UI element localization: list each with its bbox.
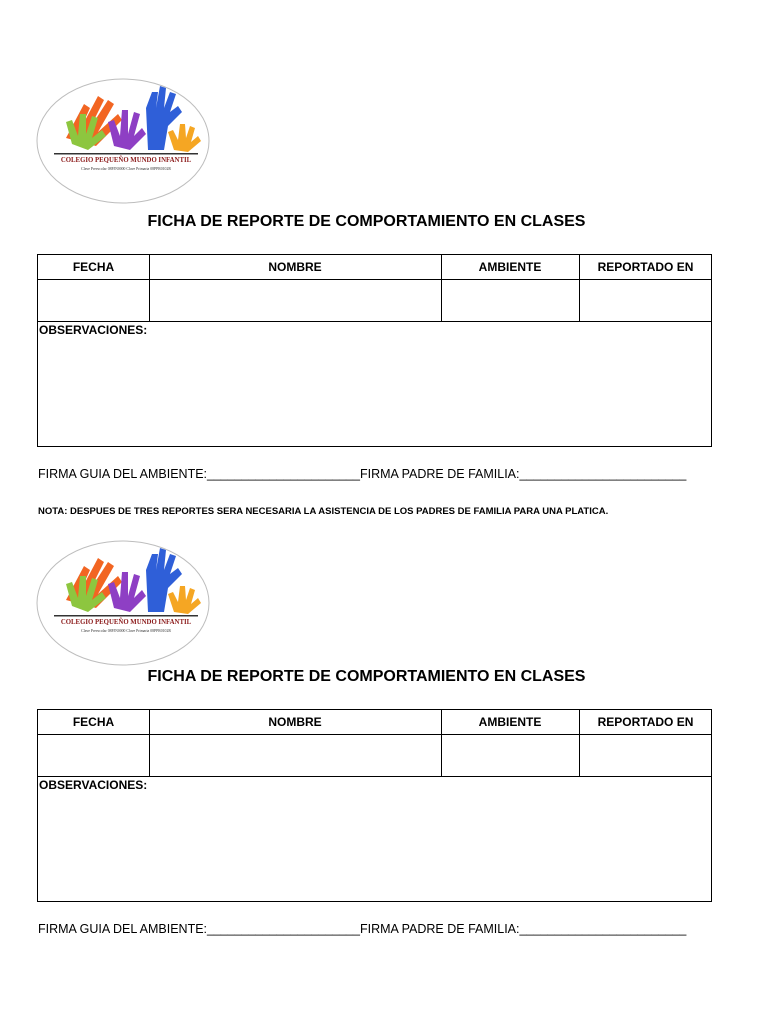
note-text: NOTA: DESPUES DE TRES REPORTES SERA NECESARIA LA ASISTENCIA DE LOS PADRES DE FAMILIA PARA UNA PLATICA. — [38, 506, 609, 517]
school-logo — [36, 78, 212, 204]
header-ambiente: AMBIENTE — [478, 260, 542, 274]
reportado-en-field[interactable] — [580, 280, 712, 321]
signature-line: FIRMA GUIA DEL AMBIENTE:______________________FIRMA PADRE DE FAMILIA:________________________ — [38, 467, 687, 481]
ambiente-field[interactable] — [442, 735, 579, 776]
form-title: FICHA DE REPORTE DE COMPORTAMIENTO EN CLASES — [147, 213, 586, 230]
observaciones-field[interactable] — [38, 339, 712, 446]
signature-line: FIRMA GUIA DEL AMBIENTE:______________________FIRMA PADRE DE FAMILIA:________________________ — [38, 922, 687, 936]
header-nombre: NOMBRE — [268, 260, 322, 274]
school-logo — [36, 540, 212, 666]
header-reportado-en: REPORTADO EN — [597, 260, 694, 274]
observaciones-label: OBSERVACIONES: — [39, 323, 148, 337]
fecha-field[interactable] — [38, 280, 149, 321]
school-name: COLEGIO PEQUEÑO MUNDO INFANTIL — [60, 157, 192, 164]
report-table — [37, 254, 712, 447]
nombre-field[interactable] — [150, 735, 441, 776]
fecha-field[interactable] — [38, 735, 149, 776]
school-codes: Clave Preescolar 08PJN0000 Clave Primaria 08PPR0102R — [81, 629, 171, 633]
form-title: FICHA DE REPORTE DE COMPORTAMIENTO EN CLASES — [147, 668, 586, 685]
ambiente-field[interactable] — [442, 280, 579, 321]
school-name: COLEGIO PEQUEÑO MUNDO INFANTIL — [60, 619, 192, 626]
reportado-en-field[interactable] — [580, 735, 712, 776]
report-table — [37, 709, 712, 902]
observaciones-label: OBSERVACIONES: — [39, 778, 148, 792]
header-fecha: FECHA — [72, 260, 115, 274]
nombre-field[interactable] — [150, 280, 441, 321]
school-codes: Clave Preescolar 08PJN0000 Clave Primaria 08PPR0102R — [81, 167, 171, 171]
header-ambiente: AMBIENTE — [478, 715, 542, 729]
header-reportado-en: REPORTADO EN — [597, 715, 694, 729]
header-nombre: NOMBRE — [268, 715, 322, 729]
header-fecha: FECHA — [72, 715, 115, 729]
observaciones-field[interactable] — [38, 794, 712, 901]
